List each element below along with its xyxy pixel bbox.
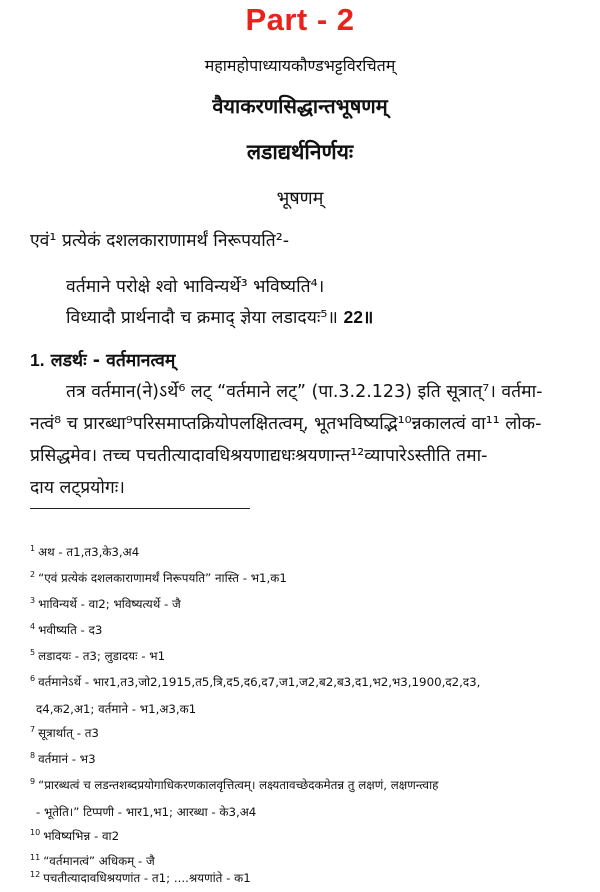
footnote-mark: 8 [30, 751, 36, 760]
footnote-text: लडादयः - त3; लुडादयः - भ1 [38, 648, 166, 663]
footnote-text: भविष्यभिन्न - वा2 [43, 828, 120, 843]
chapter-title: लडाद्यर्थनिर्णयः [246, 140, 354, 164]
footnote-text: अथ - त1,त3,के3,अ4 [38, 544, 140, 559]
section-title: भूषणम् [276, 188, 324, 209]
verse-number: 22॥ [343, 307, 374, 327]
footnote-text: वर्तमानं - भ3 [38, 751, 96, 766]
footnote-mark: 3 [30, 596, 36, 605]
footnote-divider [30, 508, 250, 509]
footnote-mark: 1 [30, 544, 36, 553]
footnote-text: द4,क2,अ1; वर्तमाने - भ1,अ3,क1 [36, 701, 197, 716]
footnote-text: वर्तमानेऽर्थे - भार1,त3,जो2,1915,त5,त्रि,द5,द6,द7,ज1,ज2,ब2,ब3,द1,भ2,भ3,1900,द2,द3, [38, 674, 481, 689]
footnote [30, 666, 575, 722]
footnote [30, 769, 575, 825]
paragraph-line: नत्वं⁸ च प्रारब्धा⁹परिसमाप्तक्रियोपलक्षितत्वम्, भूतभविष्यद्भि¹⁰न्नकालत्वं वा¹¹ लोक- [30, 414, 542, 434]
footnote-text: भवीष्यति - द3 [38, 622, 103, 637]
author-line: महामहोपाध्यायकौण्डभट्टविरचितम् [204, 56, 396, 75]
section-heading-number: 1. [30, 350, 45, 370]
paragraph-line: दाय लट्प्रयोगः। [30, 478, 125, 498]
footnote-text: भाविन्यर्थे - वा2; भविष्यत्यर्थे - जै [38, 596, 181, 611]
footnote-mark: 11 [30, 853, 41, 862]
footnote-mark: 12 [30, 870, 41, 879]
footnote-text: “एवं प्रत्येकं दशलकाराणामर्थं निरूपयति” नास्ति - भ1,क1 [38, 570, 287, 585]
footnote-mark: 2 [30, 570, 36, 579]
intro-line: एवं¹ प्रत्येकं दशलकाराणामर्थं निरूपयति²- [30, 231, 290, 251]
section-heading-text: लडर्थः - वर्तमानत्वम् [44, 351, 176, 371]
footnote-text: सूत्रार्थात् - त3 [38, 725, 99, 740]
footnote [30, 862, 575, 892]
footnote-text: “वर्तमानत्वं” अधिकम् - जै [43, 853, 155, 868]
footnote-mark: 9 [30, 777, 36, 786]
verse-line-1: वर्तमाने परोक्षे श्वो भाविन्यर्थे³ भविष्यति⁴। [66, 277, 325, 297]
footnote-text: पचतीत्यादावधिश्रयणांत - त1; ....श्रयणांते - क1 [43, 870, 251, 885]
paragraph-line: तत्र वर्तमान(ने)ऽर्थे⁶ लट् “वर्तमाने लट्” (पा.3.2.123) इति सूत्रात्⁷। वर्तमा- [66, 382, 543, 402]
footnote-mark: 7 [30, 725, 36, 734]
footnote-mark: 6 [30, 674, 36, 683]
verse-line-2-text: विध्यादौ प्रार्थनादौ च क्रमाद् ज्ञेया लडादयः⁵॥ [66, 308, 338, 328]
footnote-mark: 4 [30, 622, 36, 631]
part-label: Part - 2 [245, 2, 355, 37]
verse-line-2 [66, 305, 373, 329]
commentary-paragraph [30, 376, 575, 504]
section-heading [30, 348, 175, 372]
footnote-mark: 5 [30, 648, 36, 657]
paragraph-line: प्रसिद्धमेव। तच्च पचतीत्यादावधिश्रयणाद्यधःश्रयणान्त¹²व्यापारेऽस्तीति तमा- [30, 446, 488, 466]
work-title: वैयाकरणसिद्धान्तभूषणम् [212, 94, 388, 118]
footnote-text: “प्रारब्धत्वं च लडन्तशब्दप्रयोगाधिकरणकालवृत्तित्वम्। लक्ष्यतावच्छेदकमेतन्न तु लक्षणं, लक्षणन्त्वाह [38, 777, 439, 792]
footnote-text: - भूतेति।” टिप्पणी - भार1,भ1; आरब्धा - के3,अ4 [36, 804, 257, 819]
footnote-mark: 10 [30, 828, 41, 837]
